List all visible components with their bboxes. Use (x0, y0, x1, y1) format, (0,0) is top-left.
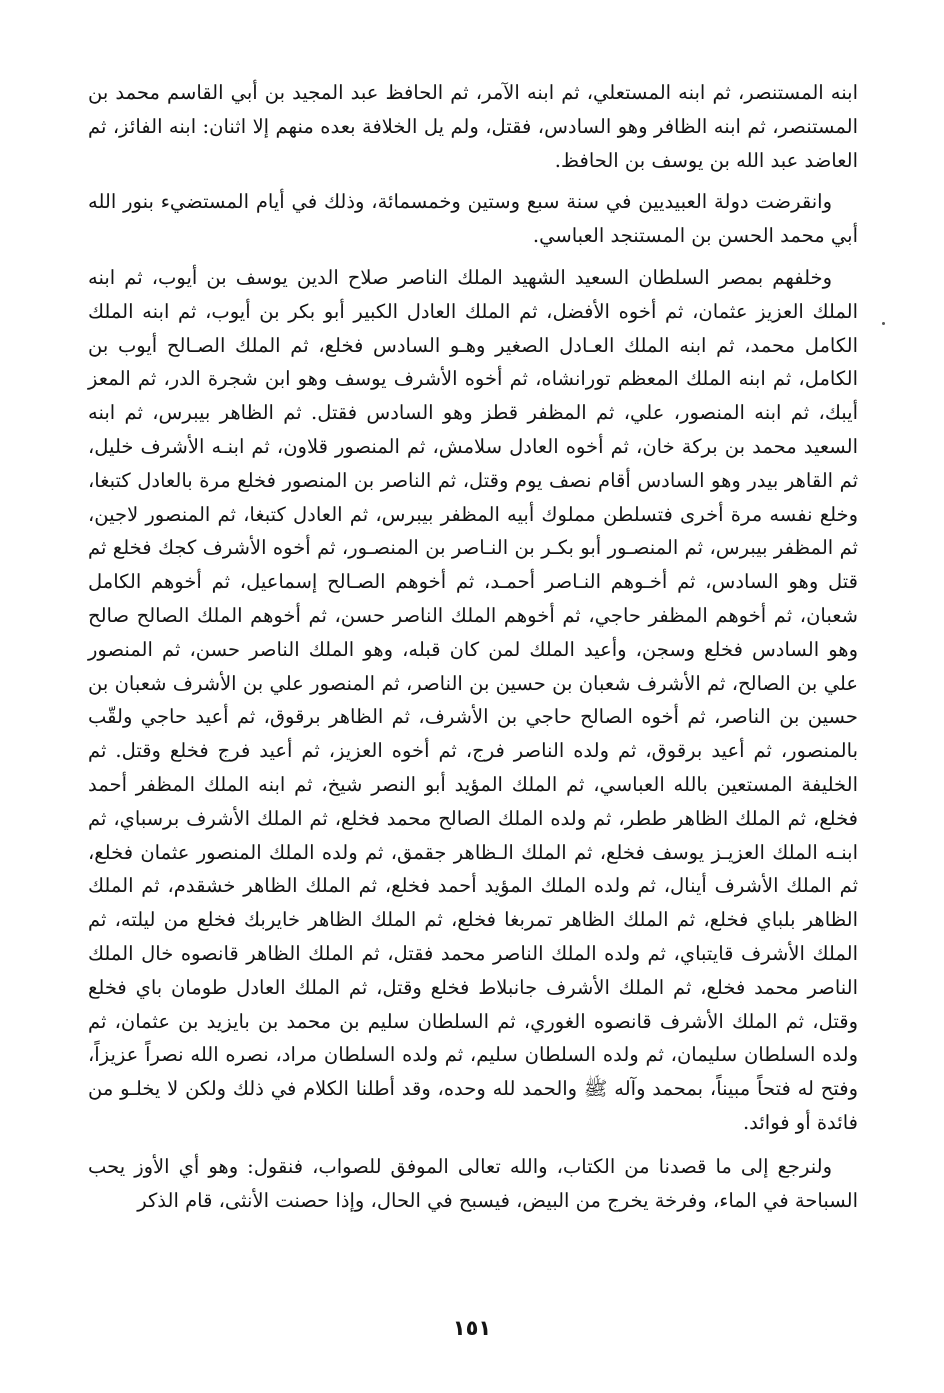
paragraph-end-of-ubaydids: وانقرضت دولة العبيديين في سنة سبع وستين وخمسمائة، وذلك في أيام المستضيء بنور الله أبي محمد الحسن بن المستنجد العباسي. (88, 190, 858, 248)
page-number: ١٥١ (452, 1316, 492, 1340)
paragraph-fatimid-caliphs: ابنه المستنصر، ثم ابنه المستعلي، ثم ابنه الآمر، ثم الحافظ عبد المجيد بن أبي القاسم محمد بن المستنصر، ثم ابنه الظافر وهو السادس، فقتل، ولم يل الخلافة بعده منهم إلا اثنان: ابنه الفائز، ثم العاضد عبد الله بن يوسف بن الحافظ. (88, 81, 858, 172)
paragraph-egypt-sultans: وخلفهم بمصر السلطان السعيد الشهيد الملك الناصر صلاح الدين يوسف بن أيوب، ثم ابنه الملك العزيز عثمان، ثم أخوه الأفضل، ثم الملك العادل الكبير أبو بكر بن أيوب، ثم ابنه الملك الكامل محمد، ثم ابنه الملك العـادل الصغير وهـو السادس فخلع، ثم الملك الصـالح أيوب بن الكامل، ثم ابنه الملك المعظم تورانشاه، ثم أخوه الأشرف يوسف وهو ابن شجرة الدر، ثم المعز أيبك، ثم ابنه المنصور، علي، ثم المظفر قطز وهو السادس فقتل. ثم الظاهر بيبرس، ثم ابنه السعيد محمد بن بركة خان، ثم أخوه العادل سلامش، ثم المنصور قلاون، ثم ابنـه الأشرف خليل، ثم القاهر بيدر وهو السادس أقام نصف يوم وقتل، ثم الناصر بن المنصور فخلع مرة بالعادل كتبغا، وخلع نفسه مرة أخرى فتسلطن مملوك أبيه المظفر بيبرس، ثم العادل كتبغا، ثم المنصور لاجين، ثم المظفر بيبرس، ثم المنصـور أبو بكـر بن النـاصر بن المنصـور، ثم أخوه الأشرف كجك فخلع ثم قتل وهو السادس، ثم أخـوهم النـاصر أحمـد، ثم أخوهم الصـالح إسماعيل، ثم أخوهم الكامل شعبان، ثم أخوهم المظفر حاجي، ثم أخوهم الملك الناصر حسن، ثم أخوهم الملك الصالح صالح وهو السادس فخلع وسجن، وأعيد الملك لمن كان قبله، وهو الملك الناصر حسن، ثم المنصور علي بن الصالح، ثم الأشرف شعبان بن حسين بن الناصر، ثم المنصور علي بن الأشرف شعبان بن حسين بن الناصر، ثم أخوه الصالح حاجي بن الأشرف، ثم الظاهر برقوق، ثم أعيد حاجي ولقّب بالمنصور، ثم أعيد برقوق، ثم ولده الناصر فرج، ثم أخوه العزيز، ثم أعيد فرج فخلع وقتل. ثم الخليفة المستعين بالله العباسي، ثم الملك المؤيد أبو النصر شيخ، ثم ابنه الملك المظفر أحمد فخلع، ثم الملك الظاهر ططر، ثم ولده الملك الصالح محمد فخلع، ثم الملك الأشرف برسباي، ثم ابنـه الملك العزيـز يوسف فخلع، ثم الملك الـظاهر جقمق، ثم ولده الملك المنصور عثمان فخلع، ثم الملك الأشرف أينال، ثم ولده الملك المؤيد أحمد فخلع، ثم الملك الظاهر خشقدم، ثم الملك الظاهر بلباي فخلع، ثم الملك الظاهر تمربغا فخلع، ثم الملك الظاهر خايربك فخلع من ليلته، ثم الملك الأشرف قايتباي، ثم ولده الملك الناصر محمد فقتل، ثم الملك الظاهر قانصوه خال الملك الناصر محمد فخلع، ثم الملك الأشرف جانبلاط فخلع وقتل، ثم الملك العادل طومان باي فخلع وقتل، ثم الملك الأشرف قانصوه الغوري، ثم السلطان سليم بن محمد بن بايزيد بن عثمان، ثم ولده السلطان سليمان، ثم ولده السلطان سليم، ثم ولده السلطان مراد، نصره الله نصراً عزيزاً، وفتح له فتحاً مبيناً، بمحمد وآله ﷺ والحمد لله وحده، وقد أطلنا الكلام في ذلك ولكن لا يخلـو من فائدة أو فوائد. (88, 265, 858, 1134)
paragraph-goose-description: ولنرجع إلى ما قصدنا من الكتاب، والله تعالى الموفق للصواب، فنقول: وهو أي الأوز يحب السباحة في الماء، وفرخة يخرج من البيض، فيسبح في الحال، وإذا حصنت الأنثى، قام الذكر (88, 1154, 858, 1212)
page-body (88, 76, 858, 1217)
margin-dot (882, 322, 885, 325)
